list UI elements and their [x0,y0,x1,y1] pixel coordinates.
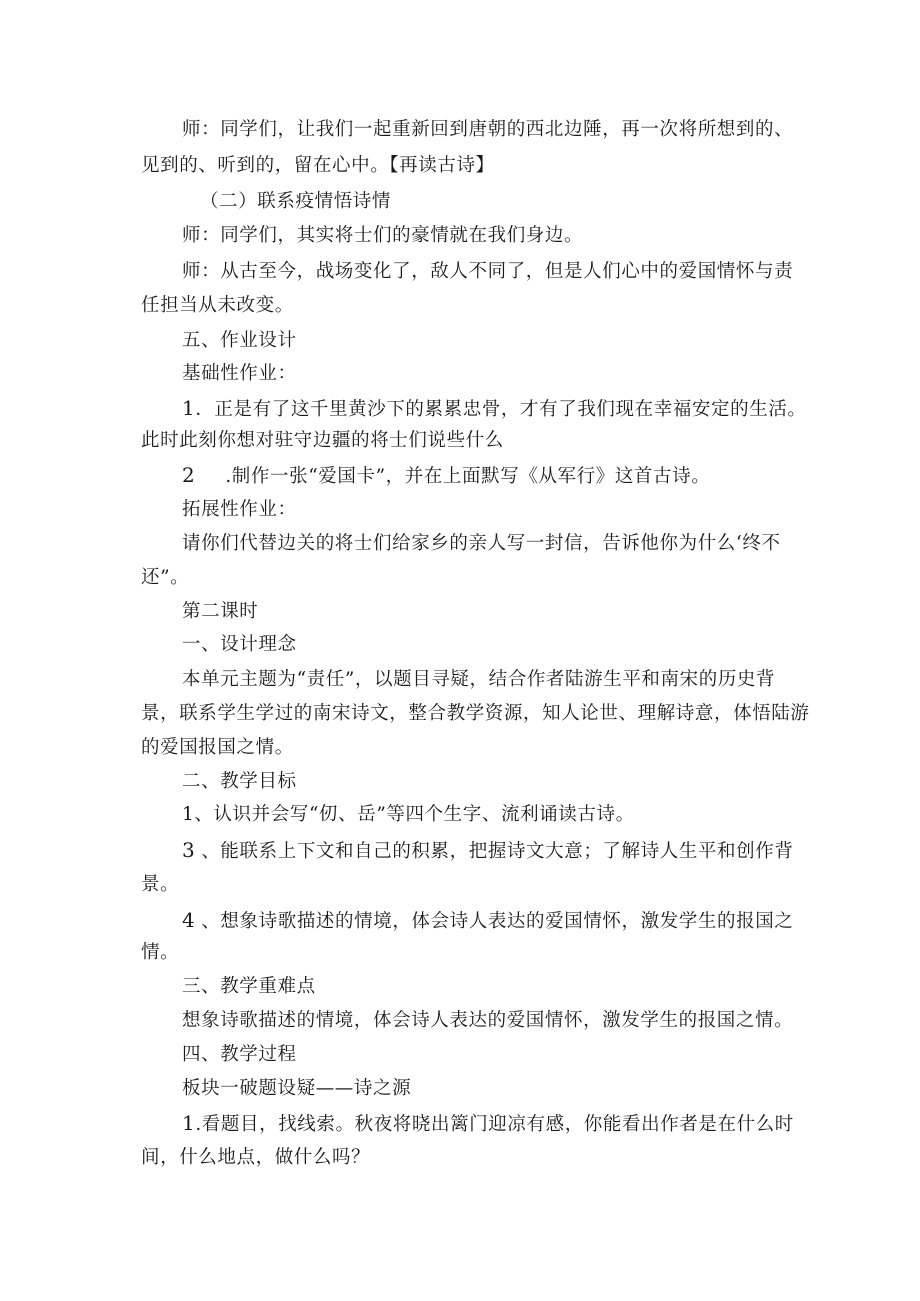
list-number: 1 [182,396,196,420]
section-heading: 一、设计理念 [182,634,297,655]
subheading: 板块一破题设疑——诗之源 [182,1078,412,1099]
list-item-text: 、想象诗歌描述的情境，体会诗人表达的爱国情怀，激发学生的报国之 [201,911,794,932]
paragraph-line: 还”。 [141,567,190,588]
paragraph-line: 景。 [141,874,180,895]
paragraph-line: 想象诗歌描述的情境，体会诗人表达的爱国情怀，激发学生的报国之情。 [182,1010,794,1031]
section-heading: 五、作业设计 [182,330,297,351]
paragraph-line: 师：同学们，其实将士们的豪情就在我们身边。 [182,225,584,246]
paragraph-line: 请你们代替边关的将士们给家乡的亲人写一封信，告诉他你为什么‘终不 [182,533,781,554]
section-heading: 二、教学目标 [182,771,297,792]
list-number: 2 [182,463,196,487]
list-number: 3 [182,838,196,862]
list-item [182,396,807,422]
list-item [182,463,710,489]
list-item-text: ．正是有了这千里黄沙下的累累忠骨，才有了我们现在幸福安定的生活。 [195,399,807,420]
paragraph-line: 间，什么地点，做什么吗？ [141,1147,371,1168]
paragraph-line: 本单元主题为“责任”，以题目寻疑，结合作者陆游生平和南宋的历史背 [182,669,776,690]
section-heading: （二）联系疫情悟诗情 [200,191,392,212]
subheading: 拓展性作业： [182,499,297,520]
paragraph-line: 师：同学们，让我们一起重新回到唐朝的西北边陲，再一次将所想到的、 [182,119,794,140]
paragraph-line: 的爱国报国之情。 [141,737,294,758]
paragraph-line: 师：从古至今，战场变化了，敌人不同了，但是人们心中的爱国情怀与责 [182,261,794,282]
paragraph-line: 情。 [141,942,180,963]
paragraph-line: 任担当从未改变。 [141,295,294,316]
section-heading: 三、教学重难点 [182,976,316,997]
list-item [182,1111,794,1137]
list-item-text: 、能联系上下文和自己的积累，把握诗文大意；了解诗人生平和创作背 [201,841,794,862]
list-number: 1 [182,1111,196,1135]
list-item [182,838,793,864]
paragraph-line: 见到的、听到的，留在心中。【再读古诗】 [141,155,495,176]
paragraph-line: 此时此刻你想对驻守边疆的将士们说些什么 [141,430,504,451]
list-item: 1、认识并会写“仞、岳”等四个生字、流利诵读古诗。 [182,804,635,825]
list-item-text: .看题目，找线索。秋夜将晓出篱门迎凉有感，你能看出作者是在什么时 [195,1114,794,1135]
paragraph-line: 景，联系学生学过的南宋诗文，整合教学资源，知人论世、理解诗意，体悟陆游 [141,703,810,724]
lesson-heading: 第二课时 [182,601,259,622]
section-heading: 四、教学过程 [182,1044,297,1065]
subheading: 基础性作业： [182,363,297,384]
list-number: 4 [182,908,196,932]
list-item-text: .制作一张“爱国卡”，并在上面默写《从军行》这首古诗。 [225,466,711,487]
list-item [182,908,793,934]
